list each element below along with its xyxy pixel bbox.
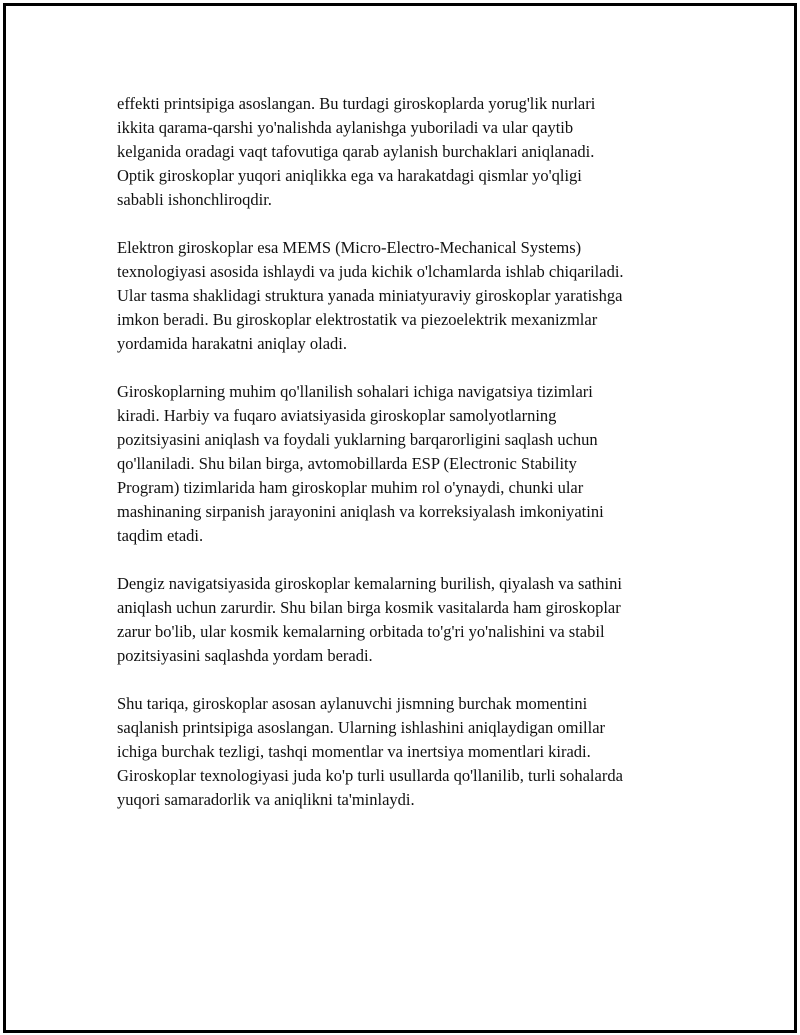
text-line: pozitsiyasini saqlashda yordam beradi. <box>117 646 373 665</box>
paragraph-electronic-gyroscopes <box>117 236 707 356</box>
text-line: ichiga burchak tezligi, tashqi momentlar va inertsiya momentlari kiradi. <box>117 742 591 761</box>
text-line: mashinaning sirpanish jarayonini aniqlash va korreksiyalash imkoniyatini <box>117 502 604 521</box>
text-line: yordamida harakatni aniqlay oladi. <box>117 334 348 353</box>
paragraph-optical-gyroscopes <box>117 92 707 212</box>
text-line: taqdim etadi. <box>117 526 204 545</box>
text-line: yuqori samaradorlik va aniqlikni ta'minlaydi. <box>117 790 415 809</box>
text-line: effekti printsipiga asoslangan. Bu turdagi giroskoplarda yorug'lik nurlari <box>117 94 596 113</box>
text-line: Shu tariqa, giroskoplar asosan aylanuvchi jismning burchak momentini <box>117 694 588 713</box>
text-line: ikkita qarama-qarshi yo'nalishda aylanishga yuboriladi va ular qaytib <box>117 118 574 137</box>
paragraph-navigation-applications <box>117 380 707 548</box>
text-line: aniqlash uchun zarurdir. Shu bilan birga kosmik vasitalarda ham giroskoplar <box>117 598 621 617</box>
text-line: Elektron giroskoplar esa MEMS (Micro-Electro-Mechanical Systems) <box>117 238 582 257</box>
paragraph-marine-space-navigation <box>117 572 707 668</box>
text-line: sababli ishonchliroqdir. <box>117 190 272 209</box>
text-line: texnologiyasi asosida ishlaydi va juda kichik o'lchamlarda ishlab chiqariladi. <box>117 262 624 281</box>
text-line: Program) tizimlarida ham giroskoplar muhim rol o'ynaydi, chunki ular <box>117 478 584 497</box>
text-line: kiradi. Harbiy va fuqaro aviatsiyasida giroskoplar samolyotlarning <box>117 406 557 425</box>
text-line: zarur bo'lib, ular kosmik kemalarning orbitada to'g'ri yo'nalishini va stabil <box>117 622 605 641</box>
text-line: saqlanish printsipiga asoslangan. Ularning ishlashini aniqlaydigan omillar <box>117 718 606 737</box>
text-line: kelganida oradagi vaqt tafovutiga qarab aylanish burchaklari aniqlanadi. <box>117 142 595 161</box>
text-line: pozitsiyasini aniqlash va foydali yuklarning barqarorligini saqlash uchun <box>117 430 598 449</box>
text-line: Giroskoplarning muhim qo'llanilish sohalari ichiga navigatsiya tizimlari <box>117 382 593 401</box>
text-line: Dengiz navigatsiyasida giroskoplar kemalarning burilish, qiyalash va sathini <box>117 574 622 593</box>
text-line: qo'llaniladi. Shu bilan birga, avtomobillarda ESP (Electronic Stability <box>117 454 577 473</box>
text-line: Optik giroskoplar yuqori aniqlikka ega va harakatdagi qismlar yo'qligi <box>117 166 582 185</box>
text-line: Ular tasma shaklidagi struktura yanada miniatyuraviy giroskoplar yaratishga <box>117 286 623 305</box>
text-line: imkon beradi. Bu giroskoplar elektrostatik va piezoelektrik mexanizmlar <box>117 310 598 329</box>
text-line: Giroskoplar texnologiyasi juda ko'p turli usullarda qo'llanilib, turli sohalarda <box>117 766 623 785</box>
paragraph-conclusion <box>117 692 707 812</box>
document-body <box>117 92 707 836</box>
